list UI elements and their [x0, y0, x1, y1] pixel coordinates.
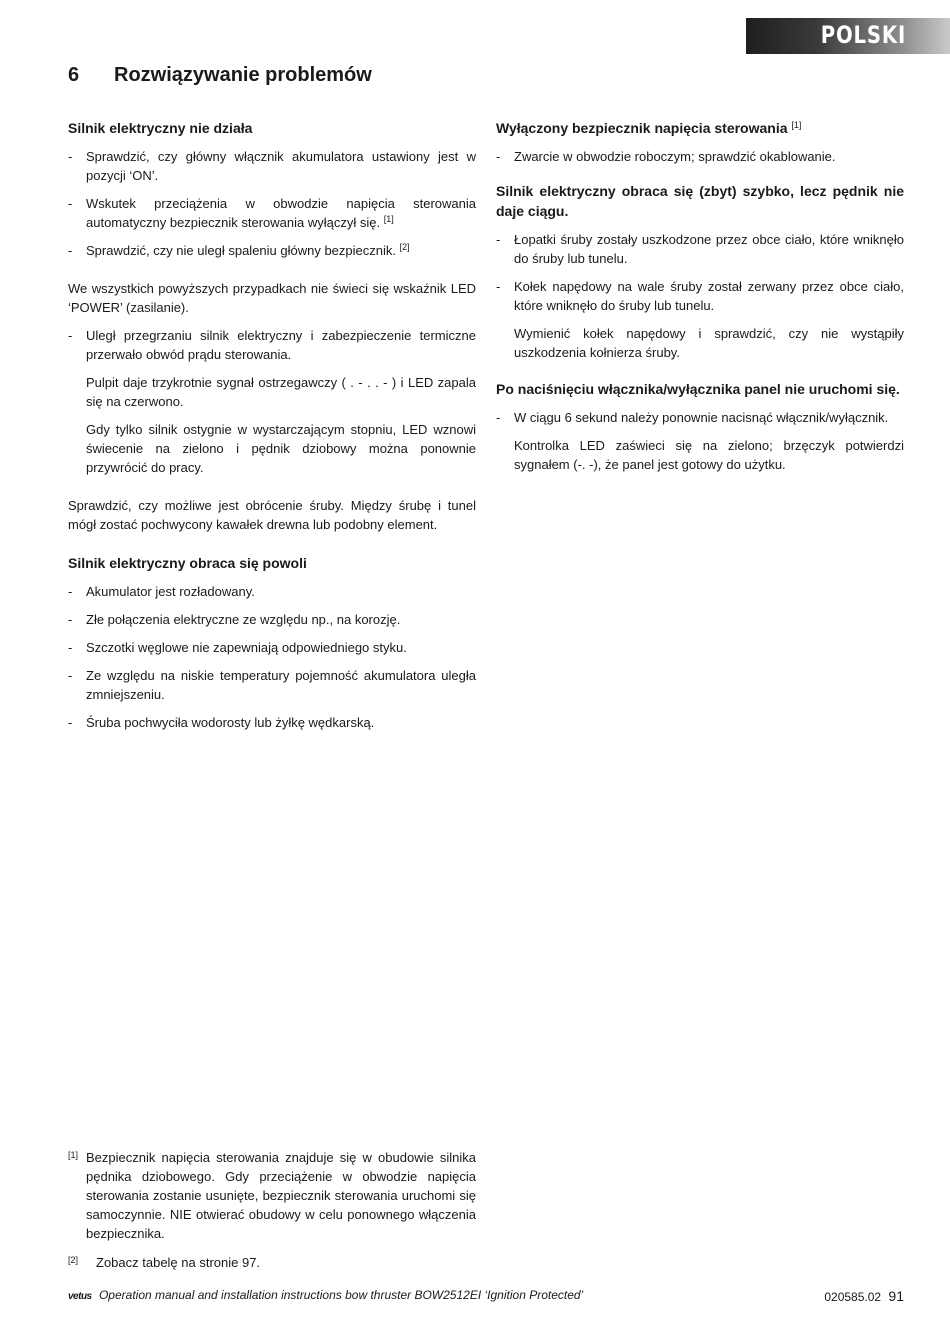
right-column: [496, 118, 904, 483]
list-item: - Złe połączenia elektryczne ze względu np., na korozję.: [68, 612, 401, 627]
list-item: - Śruba pochwyciła wodorosty lub żyłkę wędkarską.: [68, 715, 375, 730]
chapter-heading: [68, 64, 372, 87]
section-heading: Silnik elektryczny obraca się (zbyt) szybko, lecz pędnik nie daje ciągu.: [496, 183, 904, 219]
sub-paragraph: Kontrolka LED zaświeci się na zielono; brzęczyk potwierdzi sygnałem (-. -), że panel jest gotowy do użytku.: [514, 438, 904, 472]
section-heading: Silnik elektryczny nie działa: [68, 120, 253, 136]
list-item: - Akumulator jest rozładowany.: [68, 584, 255, 599]
document-number: 020585.02: [824, 1290, 882, 1304]
list-item: - Łopatki śruby zostały uszkodzone przez obce ciało, które wniknęło do śruby lub tunelu.: [496, 232, 904, 266]
language-tab: [746, 18, 950, 54]
list-item: - Wskutek przeciążenia w obwodzie napięcia sterowania automatyczny bezpiecznik sterowania wyłączył się. [1]: [68, 196, 476, 230]
footnote: [2] Zobacz tabelę na stronie 97.: [68, 1253, 476, 1272]
left-column: [68, 118, 476, 741]
list-item: - Szczotki węglowe nie zapewniają odpowiedniego styku.: [68, 640, 407, 655]
sub-paragraph: Gdy tylko silnik ostygnie w wystarczającym stopniu, LED wznowi świecenie na zielono i pędnik dziobowy można ponownie przywrócić do pracy.: [86, 422, 476, 475]
language-label: POLSKI: [820, 21, 906, 49]
list-item: - Sprawdzić, czy nie uległ spaleniu główny bezpiecznik. [2]: [68, 242, 410, 258]
paragraph: Sprawdzić, czy możliwe jest obrócenie śruby. Między śrubę i tunel mógł zostać pochwycony kawałek drewna lub podobny element.: [68, 498, 476, 532]
list-item: - Uległ przegrzaniu silnik elektryczny i zabezpieczenie termiczne przerwało obwód prądu sterowania.: [68, 328, 476, 362]
footnote: [1] Bezpiecznik napięcia sterowania znajduje się w obudowie silnika pędnika dziobowego. Gdy przeciążenie w obwodzie napięcia sterowania zostanie usunięte, bezpiecznik sterowania uruchomi się samoczynnie. NIE otwierać obudowy w celu ponownego włączenia bezpiecznika.: [68, 1148, 476, 1243]
brand-logo: vetus: [68, 1291, 92, 1302]
chapter-number: 6: [68, 64, 80, 86]
chapter-title: Rozwiązywanie problemów: [114, 64, 372, 86]
list-item: - Sprawdzić, czy główny włącznik akumulatora ustawiony jest w pozycji ‘ON’.: [68, 149, 476, 183]
paragraph: We wszystkich powyższych przypadkach nie świeci się wskaźnik LED ‘POWER’ (zasilanie).: [68, 281, 476, 315]
page-footer: [68, 1288, 904, 1302]
list-item: - Kołek napędowy na wale śruby został zerwany przez obce ciało, które wniknęło do śruby lub tunelu.: [496, 279, 904, 313]
section-heading: Silnik elektryczny obraca się powoli: [68, 555, 307, 571]
sub-paragraph: Pulpit daje trzykrotnie sygnał ostrzegawczy ( . - . . - ) i LED zapala się na czerwono.: [86, 375, 476, 409]
list-item: - Ze względu na niskie temperatury pojemność akumulatora uległa zmniejszeniu.: [68, 668, 476, 702]
footnote-mark: [2]: [68, 1255, 79, 1265]
section-heading: Wyłączony bezpiecznik napięcia sterowania [1]: [496, 120, 802, 136]
footnote-ref: [1]: [383, 214, 394, 224]
section-heading: Po naciśnięciu włącznika/wyłącznika panel nie uruchomi się.: [496, 381, 900, 397]
footnote-ref: [1]: [791, 120, 802, 130]
page-number: 91: [888, 1288, 904, 1304]
footnotes: [68, 1148, 476, 1282]
manual-title: Operation manual and installation instructions bow thruster BOW2512EI ‘Ignition Protected’: [98, 1288, 584, 1302]
sub-paragraph: Wymienić kołek napędowy i sprawdzić, czy nie wystąpiły uszkodzenia kołnierza śruby.: [514, 326, 904, 360]
list-item: - Zwarcie w obwodzie roboczym; sprawdzić okablowanie.: [496, 149, 836, 164]
footnote-mark: [1]: [68, 1150, 79, 1160]
footnote-ref: [2]: [399, 242, 410, 252]
list-item: - W ciągu 6 sekund należy ponownie nacisnąć włącznik/wyłącznik.: [496, 410, 889, 425]
